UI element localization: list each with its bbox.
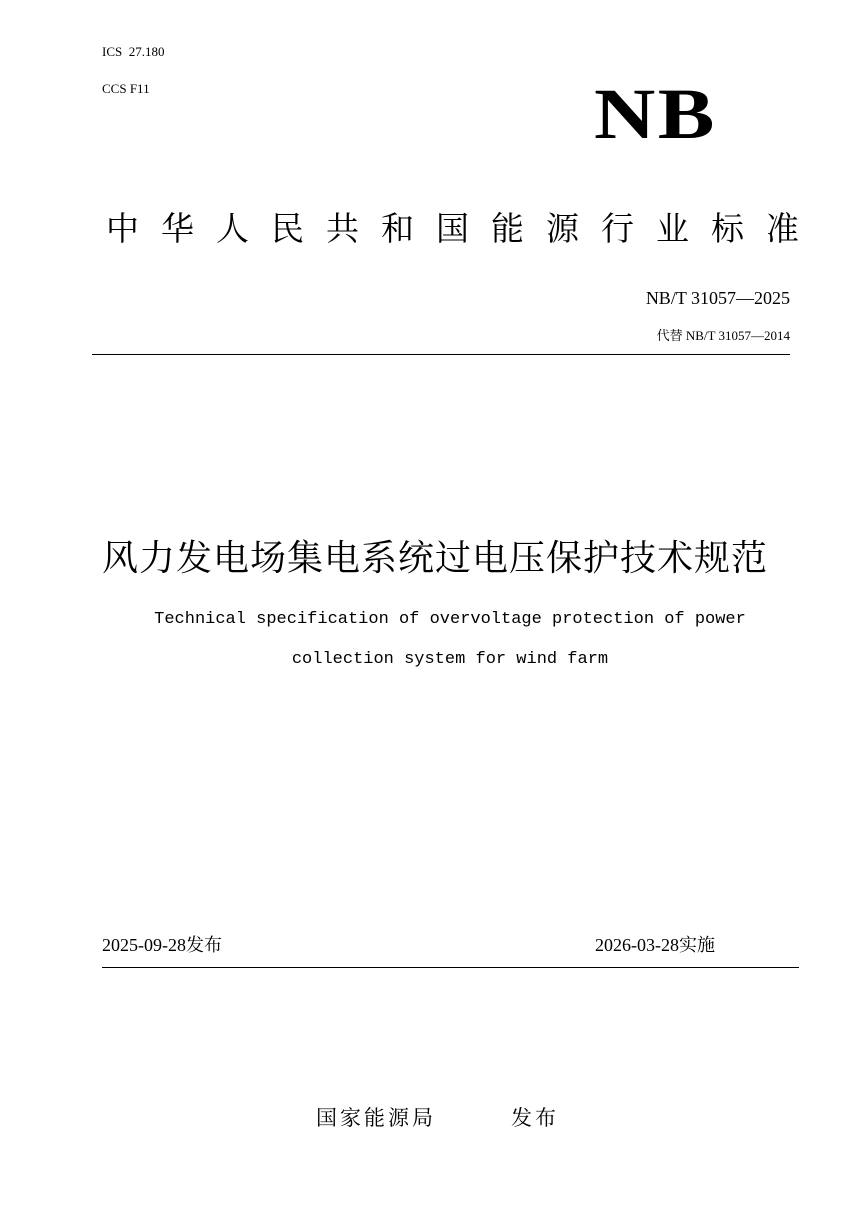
publisher-name: 国家能源局 [316,1106,436,1130]
implementation-date: 2026-03-28 [595,935,679,955]
standard-category-title: 中华人民共和国能源行业标准 [106,209,821,248]
replaces-number: NB/T 31057—2014 [685,328,790,343]
issue-label: 发布 [186,935,222,956]
top-divider [92,354,790,355]
document-title-english-line1: Technical specification of overvoltage protection of power [154,610,746,629]
implementation-label: 实施 [679,935,715,956]
issue-date-line [102,932,222,959]
bottom-divider [102,967,799,968]
document-title-english-line2: collection system for wind farm [291,650,609,669]
nb-logo: NB [594,74,717,154]
document-title-chinese: 风力发电场集电系统过电压保护技术规范 [102,538,769,579]
standard-number: NB/T 31057—2025 [645,288,790,308]
issue-date: 2025-09-28 [102,935,186,955]
implementation-date-line [595,932,715,959]
replaces-prefix: 代替 [656,329,683,344]
replaces-line [657,327,790,346]
publish-label: 发布 [511,1106,559,1130]
ics-code: ICS 27.180 [102,44,165,59]
ccs-code: CCS F11 [102,81,150,96]
